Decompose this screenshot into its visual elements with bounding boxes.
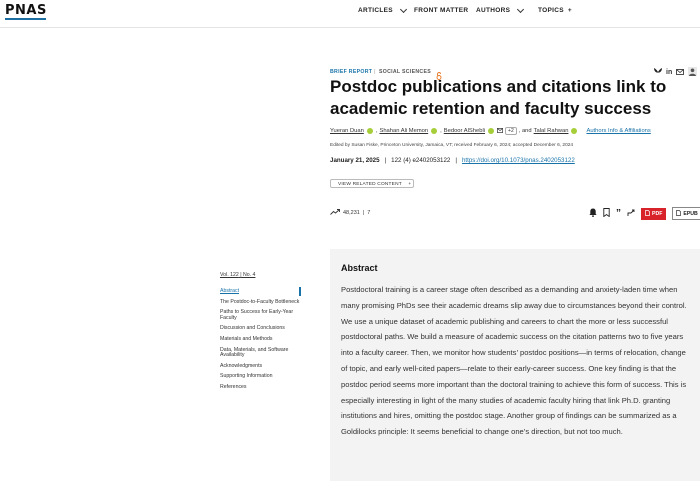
doi-link[interactable]: https://doi.org/10.1073/pnas.2402053122 <box>461 157 575 164</box>
separator: | <box>240 272 242 278</box>
abstract-heading: Abstract <box>341 263 378 273</box>
volume-issue-link[interactable] <box>220 272 255 278</box>
cite-icon[interactable]: ” <box>616 208 621 219</box>
article-section-link[interactable]: SOCIAL SCIENCES <box>379 69 431 75</box>
article-title: Postdoc publications and citations link to academic retention and faculty success <box>330 77 667 118</box>
separator: | <box>455 157 457 164</box>
affiliations-link[interactable]: Authors Info & Affiliations <box>586 128 651 134</box>
metrics-count: 48,231 <box>343 210 360 216</box>
orcid-icon[interactable] <box>367 128 373 134</box>
toc-item-discussion[interactable]: Discussion and Conclusions <box>220 325 285 332</box>
email-icon[interactable] <box>676 68 684 77</box>
nav-authors[interactable] <box>476 7 523 14</box>
citation-info: 122 (4) e2402053122 <box>391 157 451 164</box>
logo-underline <box>5 18 46 20</box>
metrics-bar[interactable] <box>330 209 370 217</box>
orcid-icon[interactable] <box>488 128 494 134</box>
toc-item-paths-to-success[interactable]: Paths to Success for Early-Year Faculty <box>220 309 294 321</box>
separator: | <box>384 157 387 164</box>
header-divider <box>0 27 700 28</box>
author-separator: , <box>440 128 442 134</box>
author-and: , and <box>518 128 532 134</box>
pdf-button[interactable] <box>641 208 666 220</box>
toc-item-data-availability[interactable]: Data, Materials, and Software Availability <box>220 346 289 359</box>
author-link[interactable]: Talal Rahwan <box>533 128 569 134</box>
more-authors-button[interactable]: +2 <box>505 127 517 135</box>
view-related-content-button[interactable] <box>330 179 414 188</box>
citations-count: 7 <box>367 210 371 216</box>
nav-articles-label: ARTICLES <box>358 7 393 14</box>
chevron-down-icon <box>517 5 524 12</box>
nav-authors-label: AUTHORS <box>476 7 511 14</box>
toc-active-indicator <box>299 287 301 296</box>
volume-label: Vol. 122 <box>220 272 239 278</box>
nav-articles[interactable] <box>358 7 406 14</box>
author-link[interactable]: Yueran Duan <box>330 128 364 134</box>
author-link[interactable]: Shahan Ali Memon <box>379 128 429 134</box>
orcid-icon[interactable] <box>571 128 577 134</box>
pnas-logo[interactable]: PNAS <box>5 3 47 18</box>
nav-topics-label: TOPICS <box>538 7 564 14</box>
nav-front-matter-label: FRONT MATTER <box>414 7 469 14</box>
pdf-icon <box>645 210 650 218</box>
plus-icon: + <box>567 7 572 14</box>
email-icon[interactable] <box>497 128 503 135</box>
article-tools <box>589 207 700 220</box>
abstract-text: Postdoctoral training is a career stage often described as a demanding and anxiety-laden time when many promising PhDs see their academic dreams slip away due to circumstances beyond their control. We use a unique dataset of academic publishing and careers to chart the more or less successful postdoctoral paths. We build a measure of academic success on the citation patterns two to five years into a faculty career. Then, we monitor how students’ postdoc positions—in terms of relocation, change of topic, and early well-cited papers—relate to their early-career success. One key finding is that the postdoc period seems more important than the doctoral training to achieve this form of success. This is especially interesting in light of the many studies of academic faculty hiring that link Ph.D. granting institutions and hires, omitting the postdoc stage. Another group of findings can be summarized as a Goldilocks principle: It seems beneficial to change one’s direction, but not too much. <box>341 285 687 437</box>
author-list <box>330 127 651 135</box>
toc-item-acknowledgments[interactable]: Acknowledgments <box>220 362 263 369</box>
article-type-badge[interactable]: BRIEF REPORT <box>330 69 373 75</box>
epub-icon <box>676 210 681 218</box>
chevron-down-icon <box>400 5 407 12</box>
alert-bell-icon[interactable] <box>589 208 597 219</box>
author-link[interactable]: Bedoor AlShebli <box>443 128 486 134</box>
bookmark-icon[interactable] <box>603 208 610 219</box>
table-of-contents <box>220 289 305 396</box>
pdf-label: PDF <box>652 210 663 217</box>
toc-item-supporting-info[interactable]: Supporting Information <box>220 373 273 380</box>
nav-front-matter[interactable] <box>414 7 468 14</box>
user-account-icon[interactable] <box>688 67 697 78</box>
toc-item-materials-methods[interactable]: Materials and Methods <box>220 335 273 342</box>
issue-label: No. 4 <box>243 272 256 278</box>
nav-topics[interactable] <box>538 7 572 14</box>
toc-item-references[interactable]: References <box>220 383 247 390</box>
epub-label: EPUB <box>683 210 698 217</box>
share-icon[interactable] <box>627 209 635 219</box>
orcid-icon[interactable] <box>431 128 437 134</box>
epub-button[interactable] <box>672 207 700 220</box>
trending-icon <box>330 209 340 217</box>
separator: | <box>362 210 365 216</box>
tag-divider: | <box>374 69 376 75</box>
publication-info <box>330 157 575 164</box>
publication-date: January 21, 2025 <box>330 157 380 164</box>
edited-by-text: Edited by Susan Fiske, Princeton University, Jamaica, VT; received February 6, 2024; accepted December 6, 2024 <box>330 143 574 148</box>
author-separator: , <box>375 128 378 134</box>
related-content-label: VIEW RELATED CONTENT <box>338 182 402 187</box>
toc-item-postdoc-bottleneck[interactable]: The Postdoc-to-Faculty Bottleneck <box>220 298 300 305</box>
linkedin-icon[interactable]: in <box>666 69 673 76</box>
toc-item-abstract[interactable]: Abstract <box>220 288 240 294</box>
plus-icon: + <box>408 182 412 187</box>
